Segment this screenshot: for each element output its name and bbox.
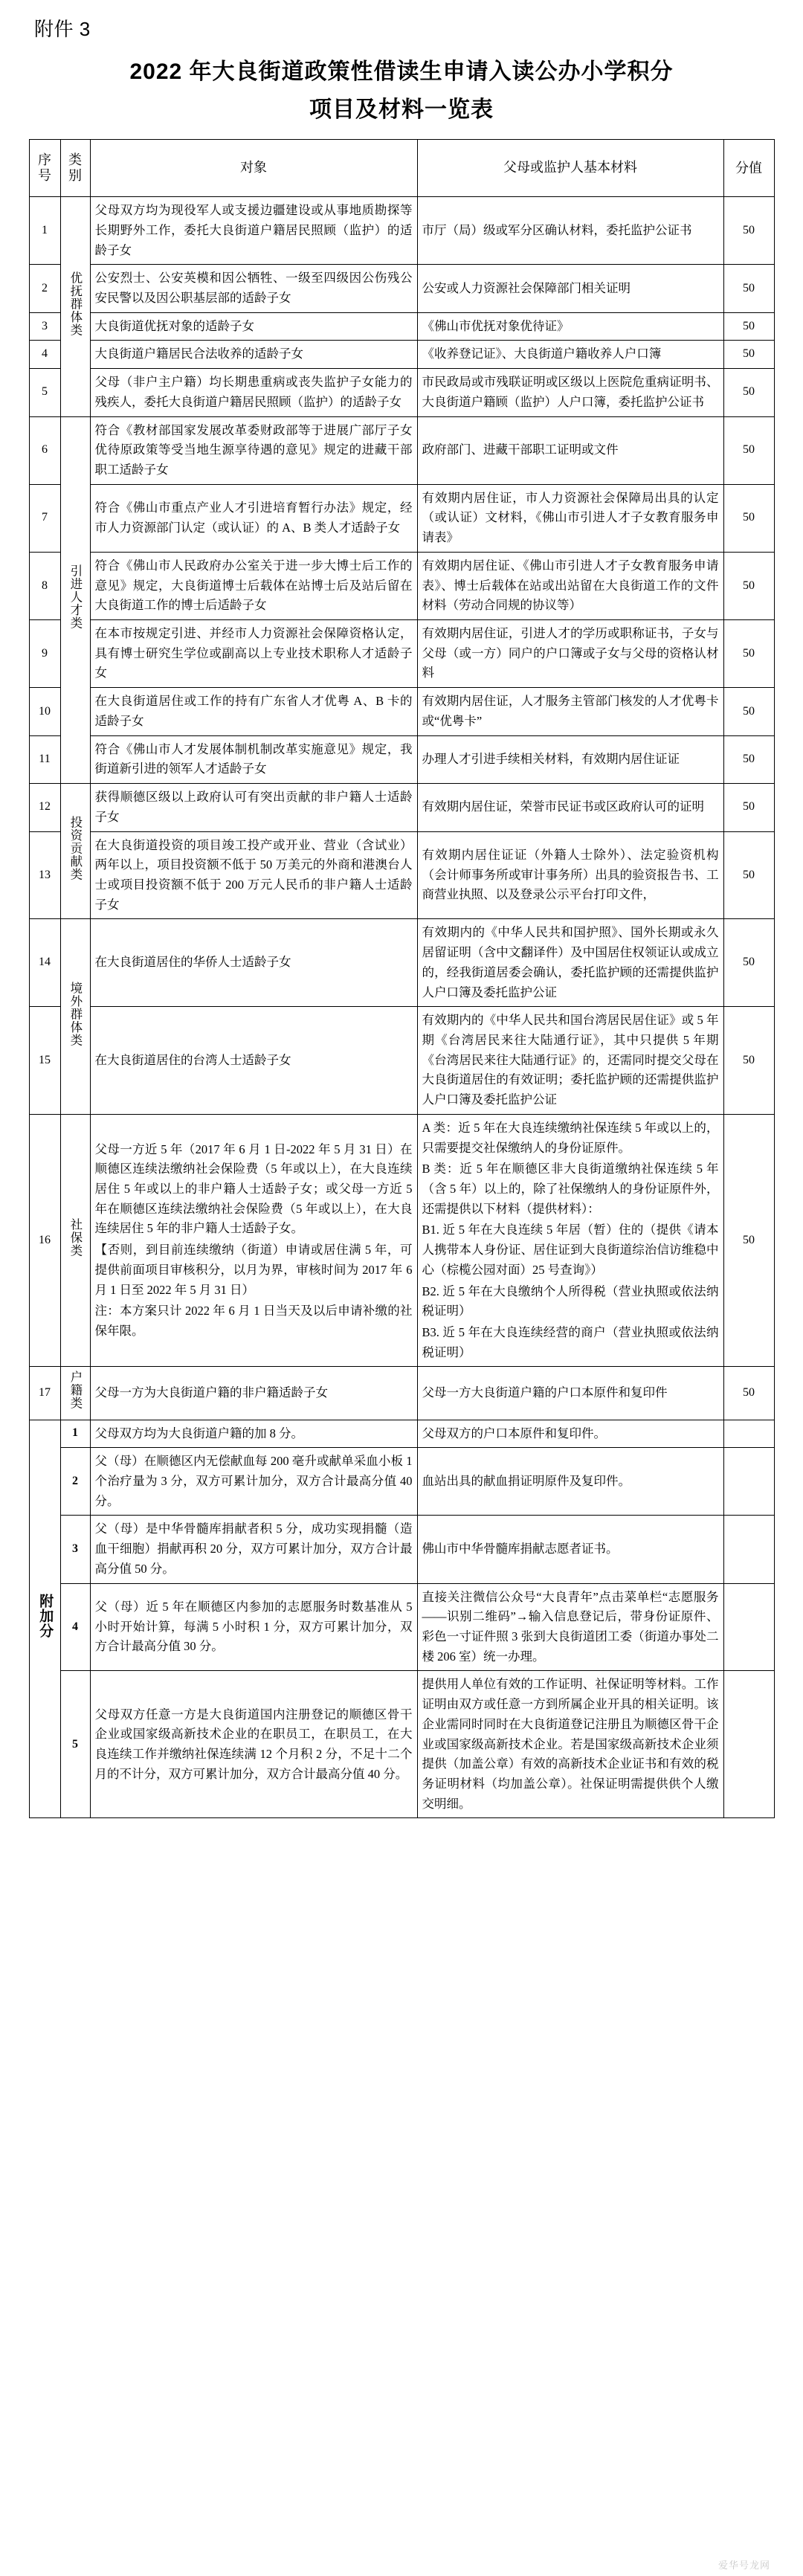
row-score: 50 bbox=[723, 312, 774, 341]
row-category bbox=[60, 416, 90, 784]
row-sequence: 7 bbox=[29, 484, 60, 552]
table-row bbox=[29, 1367, 774, 1420]
row-score: 50 bbox=[723, 1114, 774, 1367]
row-score: 50 bbox=[723, 369, 774, 416]
table-row bbox=[29, 688, 774, 735]
row-score: 50 bbox=[723, 416, 774, 484]
row-object: 父母一方近 5 年（2017 年 6 月 1 日-2022 年 5 月 31 日）在顺德区连续法缴纳社会保险费（5 年或以上），在大良连续居住 5 年或以上的非户籍人士适龄子女；或父母一方近 5 年在顺德区连续法缴纳社会保险费（5 年或以上），在大良连续居住 5 年的非户籍人士适龄子女。 【否则，到目前连续缴纳（街道）申请或居住满 5 年，可提供前面项目审核积分，以月为界，审核时间为 2017 年 6 月 1 日至 2022 年 5 月 31 日） 注：本方案只计 2022 年 6 月 1 日当天及以后申请补缴的社保年限。 bbox=[90, 1114, 417, 1367]
row-category bbox=[60, 1114, 90, 1367]
row-object: 在大良街道投资的项目竣工投产或开业、营业（含试业）两年以上，项目投资额不低于 50 万美元的外商和港澳台人士或项目投资额不低于 200 万元人民币的非户籍人士适龄子女 bbox=[90, 831, 417, 919]
bonus-row-score bbox=[723, 1448, 774, 1516]
bonus-row-materials: 血站出具的献血捐证明原件及复印件。 bbox=[417, 1448, 723, 1516]
table-header-row bbox=[29, 140, 774, 197]
category-label: 户籍类 bbox=[68, 1371, 83, 1410]
row-object: 父母双方均为现役军人或支援边疆建设或从事地质勘探等长期野外工作，委托大良街道户籍居民照顾（监护）的适龄子女 bbox=[90, 197, 417, 265]
row-sequence: 3 bbox=[29, 312, 60, 341]
category-label: 境外群体类 bbox=[68, 981, 83, 1047]
bonus-row-score bbox=[723, 1516, 774, 1583]
row-object: 在大良街道居住的华侨人士适龄子女 bbox=[90, 919, 417, 1007]
row-score: 50 bbox=[723, 919, 774, 1007]
bonus-category bbox=[29, 1420, 60, 1818]
policy-score-table bbox=[29, 139, 775, 1818]
row-object: 在大良街道居住或工作的持有广东省人才优粤 A、B 卡的适龄子女 bbox=[90, 688, 417, 735]
table-row bbox=[29, 416, 774, 484]
watermark: 爱华号龙网 bbox=[717, 2560, 770, 2571]
row-sequence: 11 bbox=[29, 735, 60, 783]
page-title-line2: 项目及材料一览表 bbox=[309, 97, 494, 123]
table-row bbox=[29, 369, 774, 416]
bonus-table-row bbox=[29, 1516, 774, 1583]
row-sequence: 13 bbox=[29, 831, 60, 919]
table-row bbox=[29, 831, 774, 919]
bonus-row-score bbox=[723, 1420, 774, 1448]
row-sequence: 8 bbox=[29, 552, 60, 619]
row-materials: 市厅（局）级或军分区确认材料，委托监护公证书 bbox=[417, 197, 723, 265]
row-materials: 有效期内居住证证（外籍人士除外）、法定验资机构（会计师事务所或审计事务所）出具的验资报告书、工商营业执照、以及登录公示平台打印文件， bbox=[417, 831, 723, 919]
table-row bbox=[29, 919, 774, 1007]
row-materials: 有效期内的《中华人民共和国护照》、国外长期或永久居留证明（含中文翻译件）及中国居住权领证认或成立的，经我街道居委会确认，委托监护顾的还需提供监护人户口簿及委托监护公证 bbox=[417, 919, 723, 1007]
row-sequence: 12 bbox=[29, 784, 60, 831]
row-materials: 政府部门、进藏干部职工证明或文件 bbox=[417, 416, 723, 484]
bonus-row-sequence: 1 bbox=[60, 1420, 90, 1448]
page-title bbox=[28, 53, 775, 129]
row-materials: 有效期内居住证，市人力资源社会保障局出具的认定（或认证）文材料，《佛山市引进人才子女教育服务申请表》 bbox=[417, 484, 723, 552]
bonus-category-label: 附加分 bbox=[37, 1594, 54, 1639]
table-row bbox=[29, 620, 774, 688]
row-object: 大良街道优抚对象的适龄子女 bbox=[90, 312, 417, 341]
row-object: 在大良街道居住的台湾人士适龄子女 bbox=[90, 1007, 417, 1115]
bonus-row-materials: 直接关注微信公众号“大良青年”点击菜单栏“志愿服务——识别二维码”→输入信息登记后，带身份证原件、彩色一寸证件照 3 张到大良街道团工委（街道办事处二楼 206 室）统一办理。 bbox=[417, 1583, 723, 1671]
row-materials: 父母一方大良街道户籍的户口本原件和复印件 bbox=[417, 1367, 723, 1420]
row-sequence: 17 bbox=[29, 1367, 60, 1420]
table-row bbox=[29, 735, 774, 783]
table-body bbox=[29, 197, 774, 1818]
bonus-row-sequence: 2 bbox=[60, 1448, 90, 1516]
row-materials: 有效期内居住证，人才服务主管部门核发的人才优粤卡或“优粤卡” bbox=[417, 688, 723, 735]
row-object: 符合《佛山市人民政府办公室关于进一步大博士后工作的意见》规定，大良街道博士后载体在站博士后及站后留在大良街道工作的博士后适龄子女 bbox=[90, 552, 417, 619]
bonus-row-score bbox=[723, 1583, 774, 1671]
row-category bbox=[60, 784, 90, 919]
category-label: 投资贡献类 bbox=[68, 816, 83, 881]
page-title-line1: 2022 年大良街道政策性借读生申请入读公办小学积分 bbox=[129, 59, 674, 85]
row-sequence: 15 bbox=[29, 1007, 60, 1115]
row-materials: 有效期内居住证，引进人才的学历或职称证书，子女与父母（或一方）同户的户口簿或子女与父母的资格认材料 bbox=[417, 620, 723, 688]
bonus-table-row bbox=[29, 1448, 774, 1516]
bonus-row-materials: 佛山市中华骨髓库捐献志愿者证书。 bbox=[417, 1516, 723, 1583]
row-sequence: 16 bbox=[29, 1114, 60, 1367]
column-header-category: 类别 bbox=[60, 140, 90, 197]
bonus-row-sequence: 5 bbox=[60, 1671, 90, 1818]
row-score: 50 bbox=[723, 484, 774, 552]
row-object: 大良街道户籍居民合法收养的适龄子女 bbox=[90, 341, 417, 369]
bonus-row-object: 父（母）在顺德区内无偿献血每 200 毫升或献单采血小板 1 个治疗量为 3 分，双方可累计加分，双方合计最高分值 40 分。 bbox=[90, 1448, 417, 1516]
bonus-row-materials: 提供用人单位有效的工作证明、社保证明等材料。工作证明由双方或任意一方到所属企业开具的相关证明。该企业需同时同时在大良街道登记注册且为顺德区骨干企业或国家级高新技术企业。若是国家级高新技术企业须提供（加盖公章）有效的高新技术企业证书和有效的税务证明材料（均加盖公章）。社保证明需提供供个人缴交明细。 bbox=[417, 1671, 723, 1818]
table-row bbox=[29, 1114, 774, 1367]
row-sequence: 4 bbox=[29, 341, 60, 369]
row-score: 50 bbox=[723, 265, 774, 312]
bonus-row-object: 父（母）是中华骨髓库捐献者积 5 分，成功实现捐髓（造血干细胞）捐献再积 20 分，双方可累计加分，双方合计最高分值 50 分。 bbox=[90, 1516, 417, 1583]
bonus-table-row bbox=[29, 1671, 774, 1818]
row-score: 50 bbox=[723, 341, 774, 369]
row-object: 父母（非户主户籍）均长期患重病或丧失监护子女能力的残疾人，委托大良街道户籍居民照顾（监护）的适龄子女 bbox=[90, 369, 417, 416]
row-sequence: 9 bbox=[29, 620, 60, 688]
bonus-row-sequence: 4 bbox=[60, 1583, 90, 1671]
row-score: 50 bbox=[723, 620, 774, 688]
row-object: 公安烈士、公安英模和因公牺牲、一级至四级因公伤残公安民警以及因公职基层部的适龄子女 bbox=[90, 265, 417, 312]
bonus-row-object: 父母双方任意一方是大良街道国内注册登记的顺德区骨干企业或国家级高新技术企业的在职员工，在职员工，在大良连续工作并缴纳社保连续满 12 个月积 2 分，不足十二个月的不计分，双方可累计加分，双方合计最高分值 40 分。 bbox=[90, 1671, 417, 1818]
row-object: 符合《教材部国家发展改革委财政部等于进展广部厅子女优待原政策等受当地生源享待遇的意见》规定的进藏干部职工适龄子女 bbox=[90, 416, 417, 484]
row-materials: A 类：近 5 年在大良连续缴纳社保连续 5 年或以上的，只需要提交社保缴纳人的身份证原件。 B 类：近 5 年在顺德区非大良街道缴纳社保连续 5 年（含 5 年）以上的，除了社保缴纳人的身份证原件外，还需提供以下材料（提供材料）： B1. 近 5 年在大良连续 5 年居（暂）住的（提供《请本人携带本人身份证、居住证到大良街道综治信访维稳中心（棕榄公园对面）25 号查询》） B2. 近 5 年在大良缴纳个人所得税（营业执照或依法纳税证明） B3. 近 5 年在大良连续经营的商户（营业执照或依法纳税证明） bbox=[417, 1114, 723, 1367]
table-row bbox=[29, 1007, 774, 1115]
table-row bbox=[29, 197, 774, 265]
bonus-row-materials: 父母双方的户口本原件和复印件。 bbox=[417, 1420, 723, 1448]
bonus-table-row bbox=[29, 1583, 774, 1671]
row-materials: 办理人才引进手续相关材料，有效期内居住证证 bbox=[417, 735, 723, 783]
row-materials: 市民政局或市残联证明或区级以上医院危重病证明书、大良街道户籍顾（监护）人户口簿，委托监护公证书 bbox=[417, 369, 723, 416]
row-category bbox=[60, 197, 90, 416]
row-sequence: 10 bbox=[29, 688, 60, 735]
row-score: 50 bbox=[723, 552, 774, 619]
row-object: 符合《佛山市重点产业人才引进培育暂行办法》规定，经市人力资源部门认定（或认证）的 A、B 类人才适龄子女 bbox=[90, 484, 417, 552]
row-materials: 有效期内的《中华人民共和国台湾居民居住证》或 5 年期《台湾居民来往大陆通行证》，其中只提供 5 年期《台湾居民来往大陆通行证》的，还需同时提交父母在大良街道居住的有效证明；委托监护顾的还需提供监护人户口簿及委托监护公证 bbox=[417, 1007, 723, 1115]
row-score: 50 bbox=[723, 831, 774, 919]
category-label: 引进人才类 bbox=[68, 564, 83, 630]
row-score: 50 bbox=[723, 688, 774, 735]
column-header-object: 对象 bbox=[90, 140, 417, 197]
table-row bbox=[29, 784, 774, 831]
row-score: 50 bbox=[723, 197, 774, 265]
row-sequence: 1 bbox=[29, 197, 60, 265]
table-row bbox=[29, 265, 774, 312]
row-score: 50 bbox=[723, 1007, 774, 1115]
row-materials: 《佛山市优抚对象优待证》 bbox=[417, 312, 723, 341]
row-materials: 有效期内居住证，荣誉市民证书或区政府认可的证明 bbox=[417, 784, 723, 831]
table-header bbox=[29, 140, 774, 197]
category-label: 社保类 bbox=[68, 1218, 83, 1258]
row-sequence: 2 bbox=[29, 265, 60, 312]
row-sequence: 14 bbox=[29, 919, 60, 1007]
table-row bbox=[29, 341, 774, 369]
table-row bbox=[29, 552, 774, 619]
row-sequence: 5 bbox=[29, 369, 60, 416]
bonus-row-object: 父母双方均为大良街道户籍的加 8 分。 bbox=[90, 1420, 417, 1448]
category-label: 优抚群体类 bbox=[68, 271, 83, 337]
row-object: 在本市按规定引进、并经市人力资源社会保障资格认定，具有博士研究生学位或副高以上专业技术职称人才适龄子女 bbox=[90, 620, 417, 688]
column-header-seq: 序号 bbox=[29, 140, 60, 197]
bonus-row-score bbox=[723, 1671, 774, 1818]
row-sequence: 6 bbox=[29, 416, 60, 484]
row-materials: 有效期内居住证、《佛山市引进人才子女教育服务申请表》、博士后载体在站或出站留在大良街道工作的文件材料（劳动合同规的协议等） bbox=[417, 552, 723, 619]
row-object: 获得顺德区级以上政府认可有突出贡献的非户籍人士适龄子女 bbox=[90, 784, 417, 831]
table-row bbox=[29, 484, 774, 552]
row-score: 50 bbox=[723, 735, 774, 783]
column-header-materials: 父母或监护人基本材料 bbox=[417, 140, 723, 197]
column-header-score: 分值 bbox=[723, 140, 774, 197]
row-score: 50 bbox=[723, 1367, 774, 1420]
row-category bbox=[60, 919, 90, 1114]
table-row bbox=[29, 312, 774, 341]
attachment-label: 附件 3 bbox=[34, 18, 91, 40]
bonus-row-object: 父（母）近 5 年在顺德区内参加的志愿服务时数基准从 5 小时开始计算，每满 5 小时积 1 分，双方可累计加分，双方合计最高分值 30 分。 bbox=[90, 1583, 417, 1671]
row-materials: 公安或人力资源社会保障部门相关证明 bbox=[417, 265, 723, 312]
row-materials: 《收养登记证》、大良街道户籍收养人户口簿 bbox=[417, 341, 723, 369]
bonus-table-row bbox=[29, 1420, 774, 1448]
row-category bbox=[60, 1367, 90, 1420]
bonus-row-sequence: 3 bbox=[60, 1516, 90, 1583]
row-object: 父母一方为大良街道户籍的非户籍适龄子女 bbox=[90, 1367, 417, 1420]
row-score: 50 bbox=[723, 784, 774, 831]
row-object: 符合《佛山市人才发展体制机制改革实施意见》规定，我街道新引进的领军人才适龄子女 bbox=[90, 735, 417, 783]
